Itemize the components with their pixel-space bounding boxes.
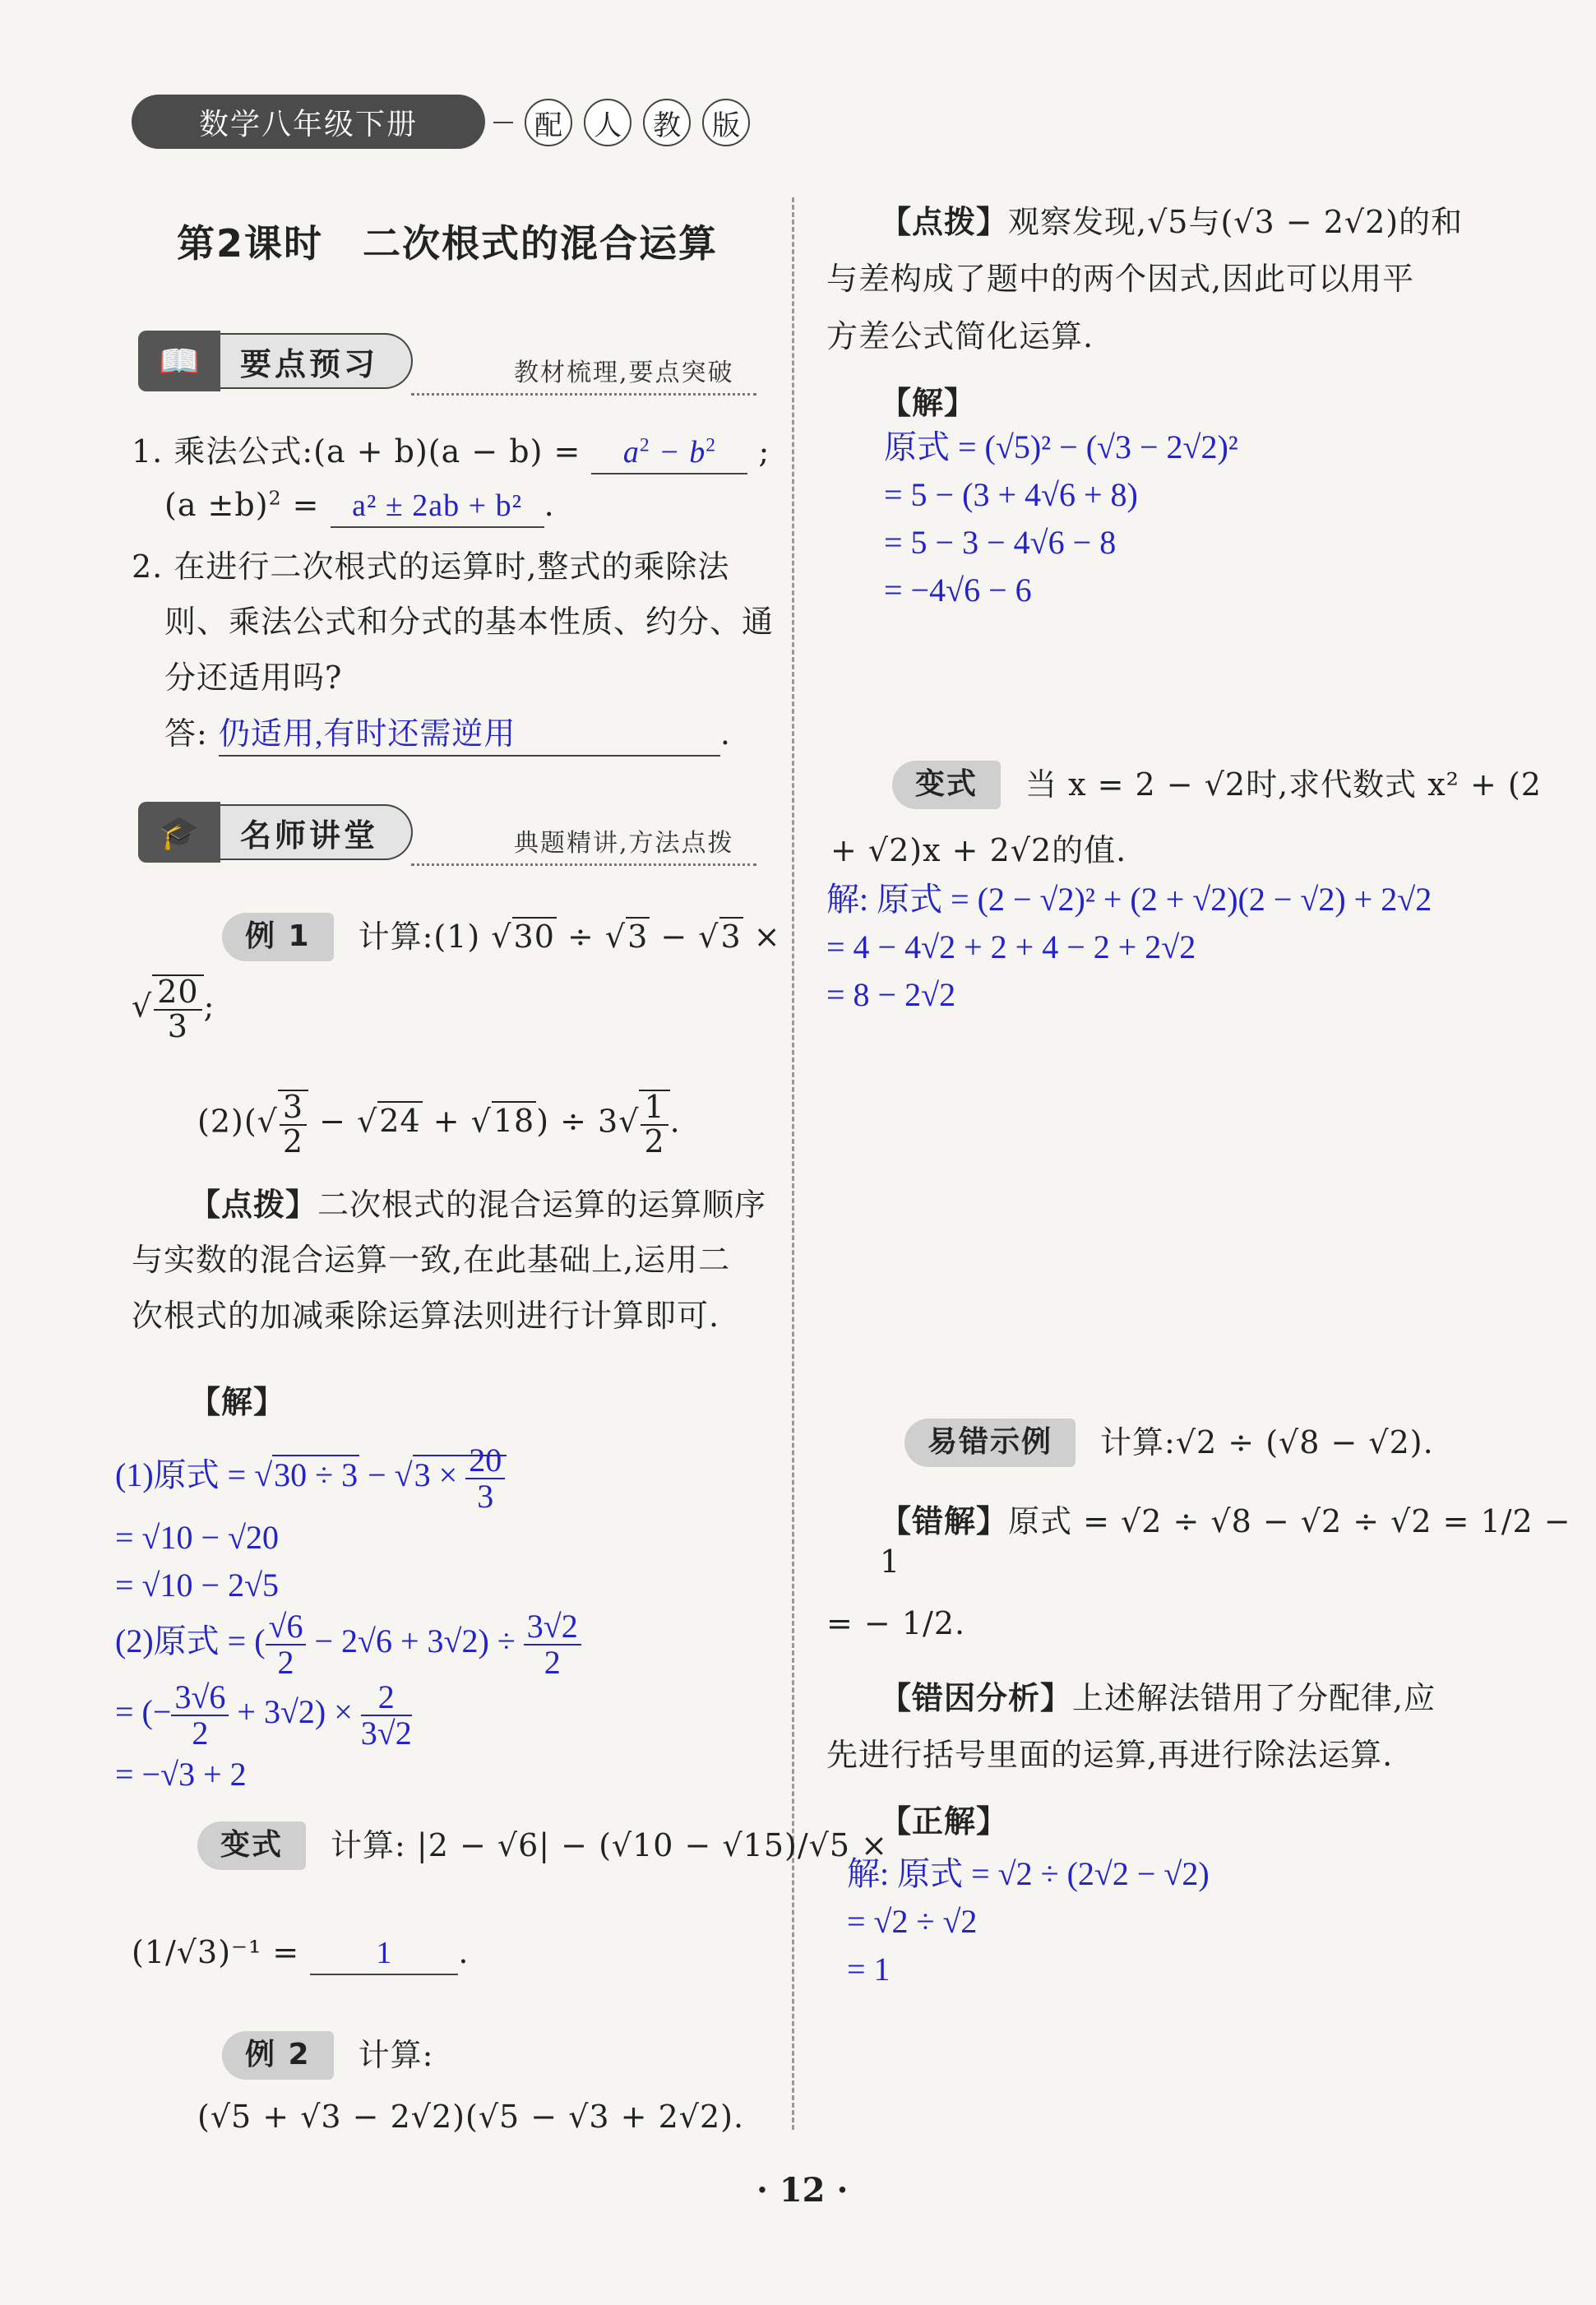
q2-line-3: 分还适用吗? (164, 660, 343, 696)
page-number: · 12 · (756, 2171, 849, 2210)
example-1-tag: 例 1 (222, 913, 334, 961)
wrong-solution-line-2: = − 1/2. (826, 1605, 966, 1641)
right-hint-line-1: 【点拨】观察发现,√5与(√3 − 2√2)的和 (880, 203, 1464, 240)
example-1-solution (115, 1443, 581, 1798)
variant-2-tag: 变式 (892, 761, 1001, 809)
example-1-solution-label: 【解】 (189, 1383, 286, 1420)
variant-1-answer: 1 (310, 1933, 458, 1975)
edition-char: 版 (702, 99, 750, 146)
edition-label (493, 99, 750, 146)
section-banner-lecture (138, 802, 413, 863)
section-label: 名师讲堂 (220, 804, 413, 860)
error-example-tag: 易错示例 (904, 1419, 1076, 1467)
example-2-text: 计算: (358, 2036, 434, 2073)
q1-line2-prefix: (a ±b) (164, 487, 269, 523)
edition-char: 人 (584, 99, 631, 146)
example-1-hint-line-3: 次根式的加减乘除运算法则进行计算即可. (132, 1298, 720, 1334)
edition-char: 配 (525, 99, 572, 146)
graduation-cap-icon: 🎓 (138, 802, 220, 863)
edition-dash (493, 122, 513, 123)
solution-line: = √2 ÷ √2 (847, 1903, 978, 1940)
variant-1-tag: 变式 (197, 1821, 306, 1870)
solution-line: 解: 原式 = √2 ÷ (2√2 − √2) (847, 1855, 1210, 1892)
section-label: 要点预习 (220, 333, 413, 389)
q2-line-1: 2. 在进行二次根式的运算时,整式的乘除法 (132, 548, 730, 585)
book-title-tag: 数学八年级下册 (132, 95, 485, 149)
example-2-tag: 例 2 (222, 2031, 334, 2080)
variant-2-solution (826, 876, 1432, 1019)
example-1-part1-cont: √ $\frac{20}{3}$ ; (132, 974, 215, 1044)
variant-1-line-2: (1/√3)⁻¹ = 1 . (132, 1932, 469, 1975)
dotted-rule (411, 863, 756, 866)
error-analysis-line-2: 先进行括号里面的运算,再进行除法运算. (826, 1737, 1394, 1773)
q1-prefix: 1. 乘法公式:(a + b)(a − b) = (132, 433, 581, 470)
q1-end: . (544, 487, 555, 523)
example-2-statement (222, 2031, 433, 2080)
section-subtitle: 教材梳理,要点突破 (514, 359, 734, 387)
solution-line: = √10 − √20 (115, 1519, 280, 1556)
variant-1-statement (197, 1821, 888, 1870)
right-hint-line-3: 方差公式简化运算. (826, 318, 1094, 354)
q1-sep: ; (758, 433, 770, 470)
solution-line: = −4√6 − 6 (884, 572, 1032, 609)
solution-line: 原式 = (√5)² − (√3 − 2√2)² (884, 428, 1238, 465)
question-1 (132, 432, 770, 474)
q1-line2-eq: = (281, 487, 320, 523)
variant-2-text: 当 x = 2 − √2时,求代数式 x² + (2 (1025, 766, 1542, 803)
solution-line: (1)原式 = √30 ÷ 3 − √3 × $\frac{20}{3}$ (115, 1443, 581, 1514)
solution-line: = 8 − 2√2 (826, 976, 956, 1013)
example-1-hint-line-1: 【点拨】二次根式的混合运算的运算顺序 (189, 1186, 767, 1223)
variant-2-line-2: + √2)x + 2√2的值. (830, 832, 1127, 868)
example-1-statement (222, 913, 781, 961)
dotted-rule (411, 393, 756, 396)
book-icon: 📖 (138, 331, 220, 391)
example-1-hint-line-2: 与实数的混合运算一致,在此基础上,运用二 (132, 1242, 731, 1278)
right-solution (884, 424, 1238, 614)
error-example-statement (904, 1419, 1434, 1467)
solution-line: = 5 − (3 + 4√6 + 8) (884, 476, 1138, 513)
q2-answer: 仍适用,有时还需逆用 (219, 715, 720, 757)
variant-1-text: 计算: |2 − √6| − (√10 − √15)/√5 × (331, 1826, 888, 1863)
error-analysis-line-1: 【错因分析】上述解法错用了分配律,应 (880, 1679, 1436, 1716)
right-hint-line-2: 与差构成了题中的两个因式,因此可以用平 (826, 261, 1415, 297)
edition-char: 教 (643, 99, 691, 146)
q2-line-2: 则、乘法公式和分式的基本性质、约分、通 (164, 604, 775, 640)
q1-answer-1: $a^2 - b^2$ (591, 433, 747, 474)
variant-2-statement (892, 761, 1542, 809)
section-subtitle: 典题精讲,方法点拨 (514, 829, 734, 858)
solution-line: = −√3 + 2 (115, 1756, 247, 1793)
correct-solution-label: 【正解】 (880, 1803, 1009, 1840)
wrong-solution-line-1: 【错解】原式 = √2 ÷ √8 − √2 ÷ √2 = 1/2 − 1 (880, 1502, 1571, 1581)
solution-line: = 5 − 3 − 4√6 − 8 (884, 524, 1117, 561)
solution-line: = √10 − 2√5 (115, 1567, 280, 1604)
right-solution-label: 【解】 (880, 384, 977, 421)
q2-answer-line (164, 714, 731, 757)
q1-answer-2: a² ± 2ab + b² (331, 486, 544, 528)
q1-line2-exp: 2 (268, 486, 282, 510)
question-1-line-2 (164, 485, 555, 528)
q2-end: . (719, 715, 731, 752)
example-2-expression: (√5 + √3 − 2√2)(√5 − √3 + 2√2). (197, 2099, 745, 2135)
error-example-text: 计算:√2 ÷ (√8 − √2). (1100, 1423, 1434, 1460)
example-1-part2: (2)(√ $\frac{3}{2}$ − √24 + √18) ÷ 3√ $\frac{1}{2}$ . (197, 1089, 681, 1159)
solution-line: 解: 原式 = (2 − √2)² + (2 + √2)(2 − √2) + 2√2 (826, 881, 1432, 918)
solution-line: = 4 − 4√2 + 2 + 4 − 2 + 2√2 (826, 928, 1196, 965)
solution-line: (2)原式 = ( $\frac{√6}{2}$ − 2√6 + 3√2) ÷ $\frac{3√2}{2}$ (115, 1609, 581, 1680)
solution-line: = (− $\frac{3√6}{2}$ + 3√2) × $\frac{2}{3√2}$ (115, 1678, 412, 1752)
lesson-title: 第2课时 二次根式的混合运算 (177, 221, 719, 266)
q2-answer-prefix: 答: (164, 715, 208, 752)
correct-solution (847, 1850, 1210, 1993)
section-banner-preview (138, 331, 413, 391)
solution-line: = 1 (847, 1951, 891, 1988)
example-1-text: 计算:(1) √30 ÷ √3 − √3 × (358, 918, 781, 955)
